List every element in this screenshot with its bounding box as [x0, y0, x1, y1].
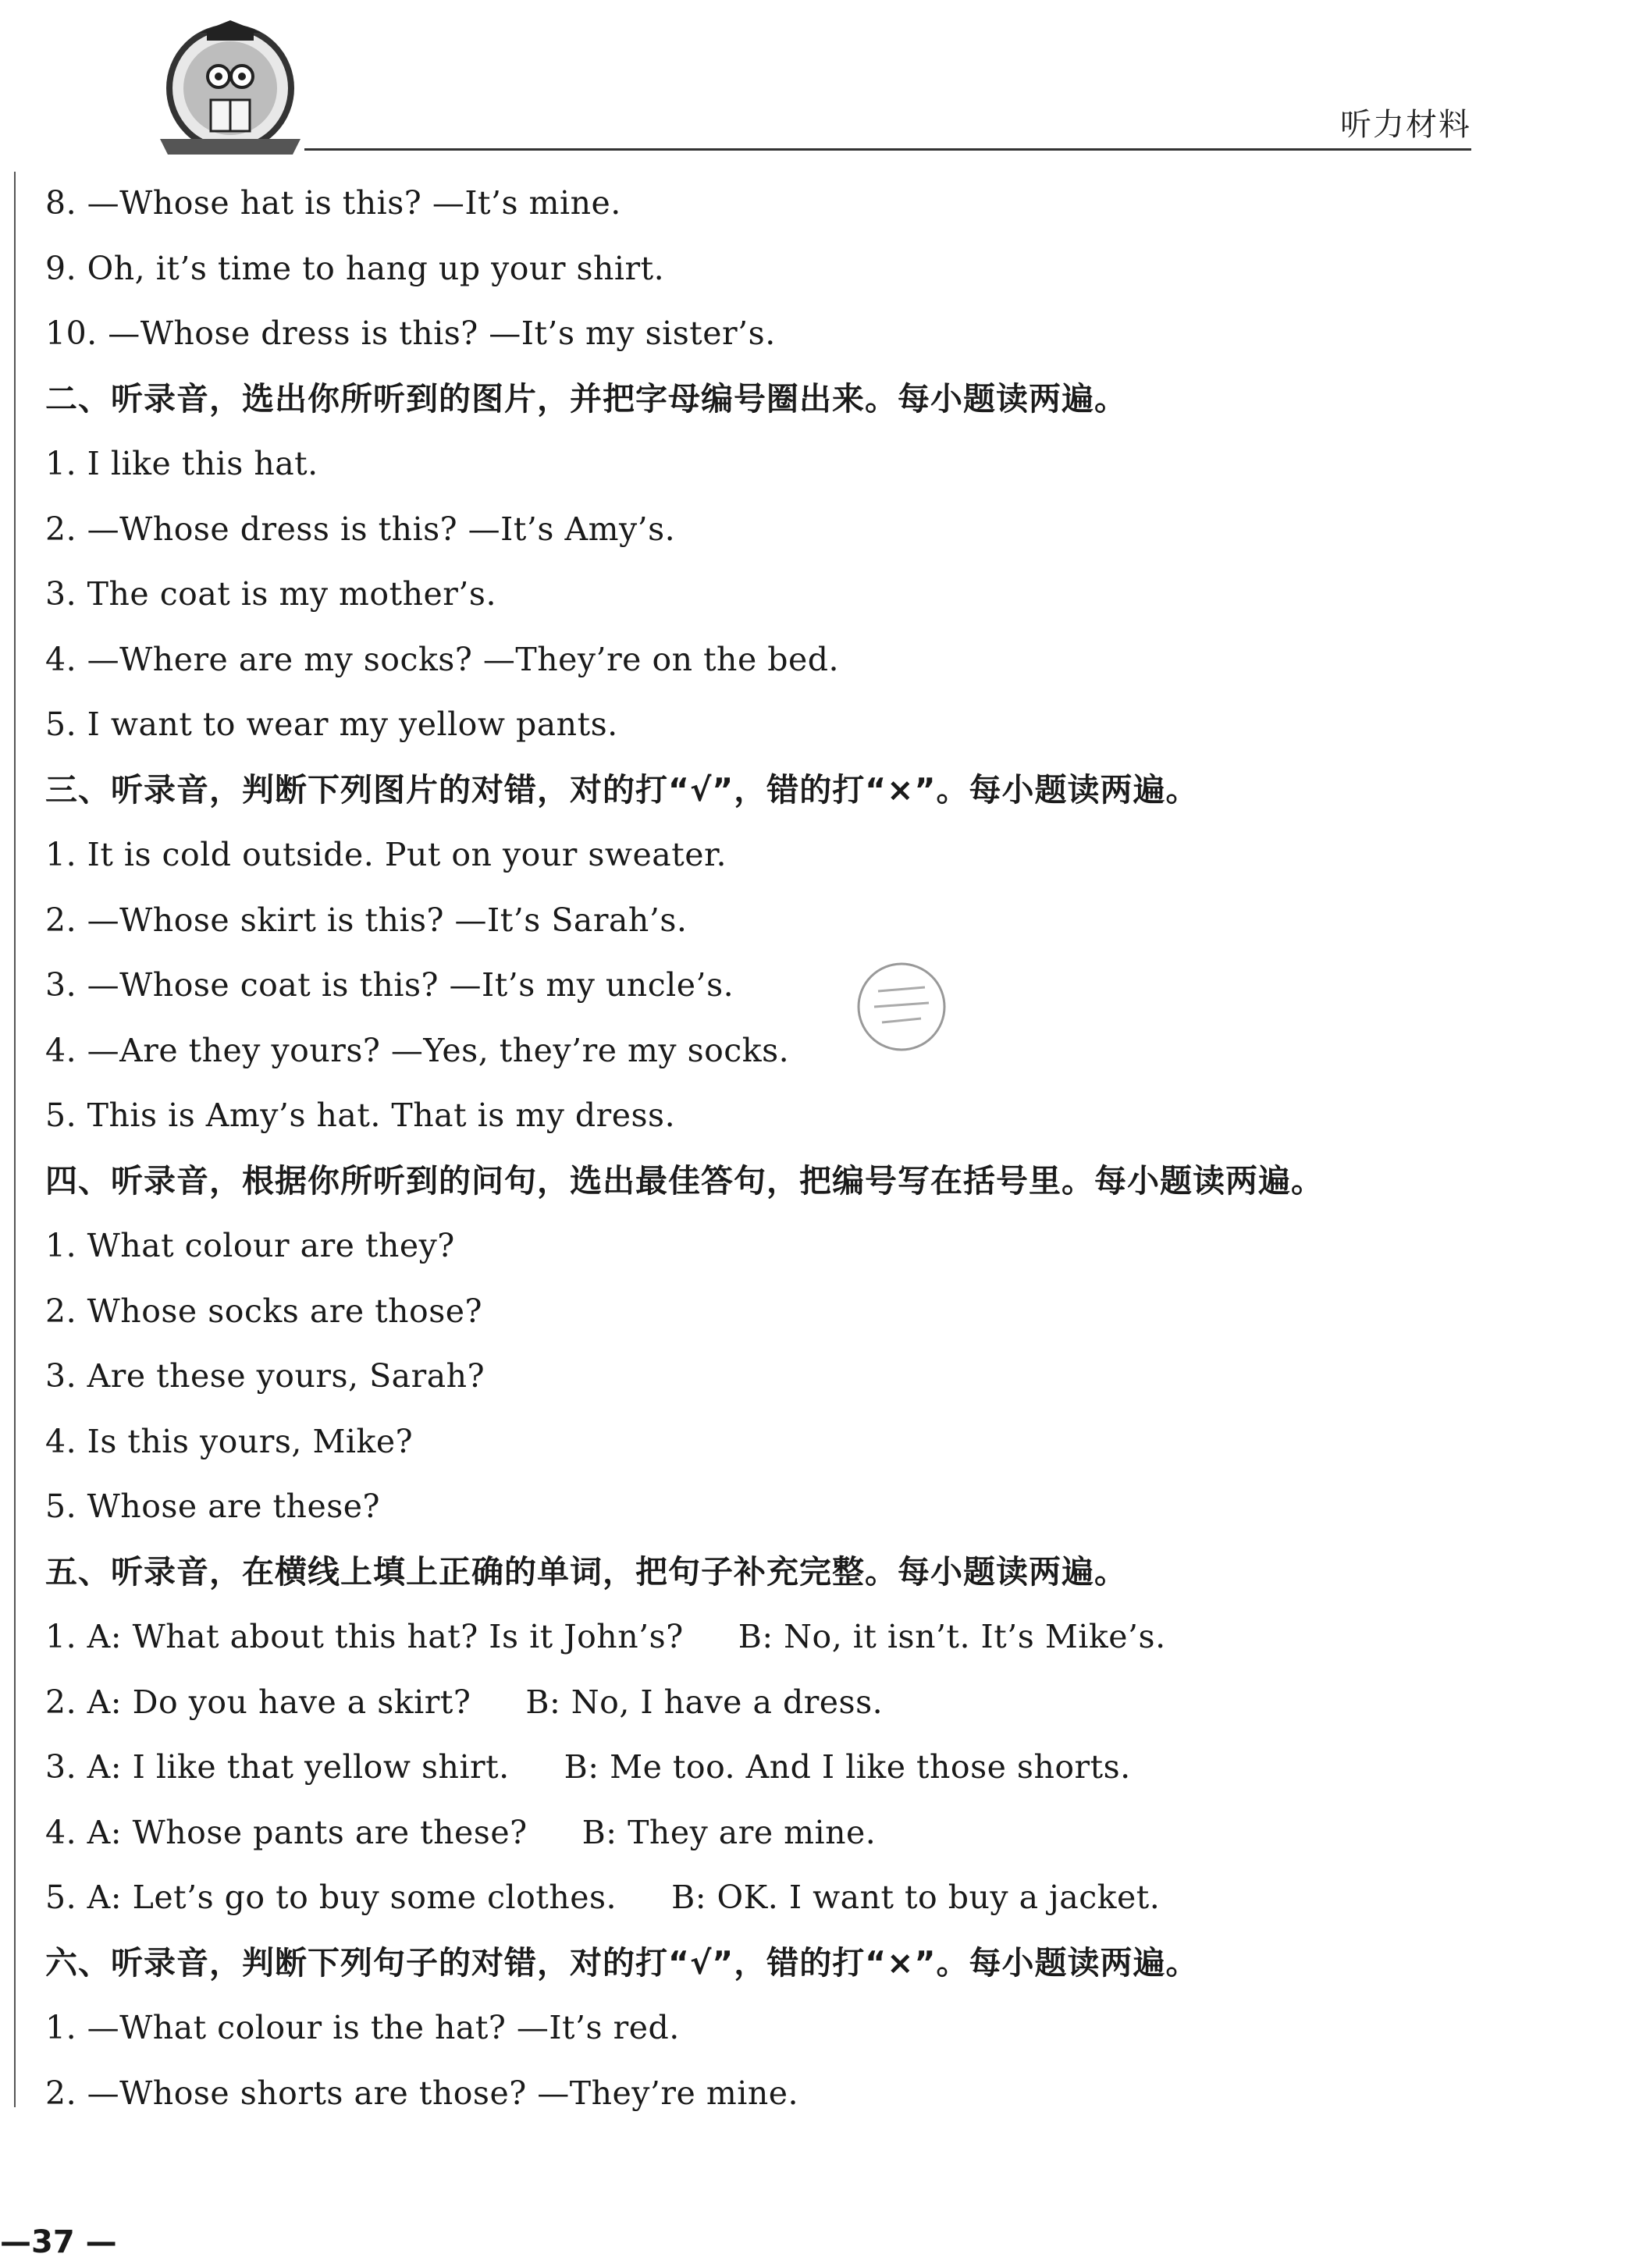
listening-material-content [45, 180, 1481, 2135]
dialog-a: 3. A: I like that yellow shirt. [45, 1748, 510, 1786]
header-title: 听力材料 [1340, 107, 1471, 143]
dialog-line [45, 1874, 1481, 1939]
list-item: 3. —Whose coat is this? —It’s my uncle’s. [45, 966, 734, 1004]
list-item: 3. Are these yours, Sarah? [45, 1357, 485, 1395]
dialog-a: 4. A: Whose pants are these? [45, 1813, 528, 1851]
dialog-line [45, 1613, 1481, 1679]
dialog-a: 1. A: What about this hat? Is it John’s? [45, 1618, 684, 1655]
dialog-b: B: OK. I want to buy a jacket. [671, 1879, 1161, 1916]
list-item: 5. This is Amy’s hat. That is my dress. [45, 1097, 676, 1134]
section-heading: 六、听录音，判断下列句子的对错，对的打“√”，错的打“×”。每小题读两遍。 [45, 1943, 1199, 1982]
page-number: —37 — [0, 2224, 117, 2260]
list-item: 4. —Where are my socks? —They’re on the bed. [45, 640, 840, 678]
list-item: 4. Is this yours, Mike? [45, 1422, 414, 1460]
list-item: 9. Oh, it’s time to hang up your shirt. [45, 249, 665, 287]
dialog-line [45, 1809, 1481, 1875]
list-item: 5. Whose are these? [45, 1488, 380, 1525]
section-heading: 二、听录音，选出你所听到的图片，并把字母编号圈出来。每小题读两遍。 [45, 379, 1127, 418]
section-heading: 三、听录音，判断下列图片的对错，对的打“√”，错的打“×”。每小题读两遍。 [45, 770, 1199, 809]
list-item: 10. —Whose dress is this? —It’s my sister’s. [45, 315, 776, 352]
dialog-b: B: No, I have a dress. [525, 1683, 884, 1721]
margin-divider [14, 172, 16, 2107]
section-heading: 五、听录音，在横线上填上正确的单词，把句子补充完整。每小题读两遍。 [45, 1552, 1127, 1591]
header-divider [304, 148, 1471, 151]
list-item: 2. —Whose skirt is this? —It’s Sarah’s. [45, 901, 688, 939]
dialog-a: 5. A: Let’s go to buy some clothes. [45, 1879, 617, 1916]
dialog-line [45, 1744, 1481, 1809]
list-item: 2. Whose socks are those? [45, 1292, 483, 1330]
dialog-b: B: They are mine. [581, 1813, 877, 1851]
list-item: 2. —Whose dress is this? —It’s Amy’s. [45, 510, 676, 548]
list-item: 4. —Are they yours? —Yes, they’re my socks. [45, 1031, 790, 1069]
watermark-stamp-icon [851, 956, 952, 1058]
list-item: 1. What colour are they? [45, 1227, 455, 1264]
list-item: 1. It is cold outside. Put on your sweater. [45, 836, 727, 873]
dialog-b: B: Me too. And I like those shorts. [564, 1748, 1131, 1786]
section-heading: 四、听录音，根据你所听到的问句，选出最佳答句，把编号写在括号里。每小题读两遍。 [45, 1161, 1324, 1200]
list-item: 8. —Whose hat is this? —It’s mine. [45, 184, 621, 222]
list-item: 1. —What colour is the hat? —It’s red. [45, 2009, 680, 2046]
owl-logo [144, 14, 316, 162]
list-item: 2. —Whose shorts are those? —They’re mine. [45, 2074, 799, 2112]
dialog-b: B: No, it isn’t. It’s Mike’s. [738, 1618, 1166, 1655]
dialog-line [45, 1679, 1481, 1744]
dialog-a: 2. A: Do you have a skirt? [45, 1683, 471, 1721]
list-item: 1. I like this hat. [45, 445, 318, 482]
list-item: 3. The coat is my mother’s. [45, 575, 496, 613]
list-item: 5. I want to wear my yellow pants. [45, 706, 618, 743]
